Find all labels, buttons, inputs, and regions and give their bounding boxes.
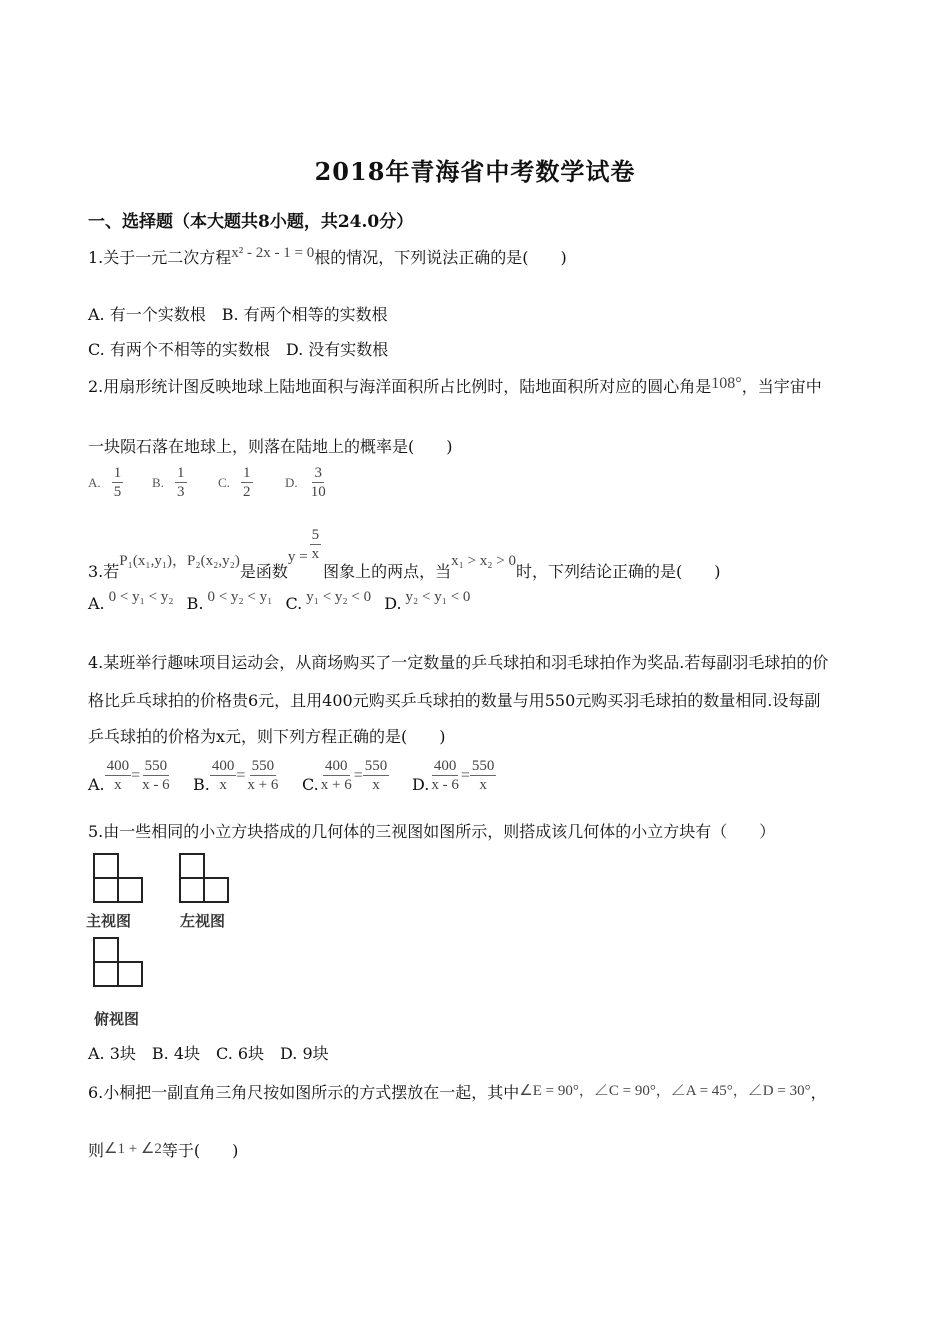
q4-option-c: C. $\frac{400}{x + 6}$ = $\frac{550}{x}$ — [302, 758, 388, 794]
q3-options: A. 0 < y₁ < y₂ B. 0 < y₂ < y₁ C. y₁ < y₂ < 0 D. y₂ < y₁ < 0 — [88, 589, 471, 613]
question-4-line1: 4.某班举行趣味项目运动会，从商场购买了一定数量的乒乓球拍和羽毛球拍作为奖品.若每副羽毛球拍的价 — [88, 653, 829, 672]
q1-options-line2: C. 有两个不相等的实数根 D. 没有实数根 — [88, 340, 389, 359]
q1-equation: x² - 2x - 1 = 0 — [231, 245, 315, 261]
q6-expression: ∠1 + ∠2 — [104, 1141, 162, 1157]
q3-points: P₁(x₁,y₁)，P₂(x₂,y₂) — [119, 553, 240, 569]
question-4-line2: 格比乒乓球拍的价格贵6元，且用400元购买乒乓球拍的数量与用550元购买羽毛球拍的数量相同.设每副 — [88, 691, 821, 710]
question-2-line2: 一块陨石落在地球上，则落在陆地上的概率是( ) — [88, 437, 453, 456]
question-1 — [88, 245, 567, 268]
caption-top-view: 俯视图 — [94, 1010, 140, 1028]
q4-option-d: D. $\frac{400}{x - 6}$ = $\frac{550}{x}$ — [412, 758, 495, 794]
question-2-line1 — [88, 374, 822, 397]
q2-option-c: C. $\frac{1}{2}$ — [218, 465, 251, 500]
q4-option-b: B. $\frac{400}{x}$ = $\frac{550}{x + 6}$ — [193, 758, 279, 794]
question-5: 5.由一些相同的小立方块搭成的几何体的三视图如图所示，则搭成该几何体的小立方块有（ ） — [88, 822, 776, 841]
q2-angle: 108° — [711, 375, 742, 392]
front-view — [94, 854, 142, 902]
question-3: 3.若P₁(x₁,y₁)，P₂(x₂,y₂)是函数y = $\frac{5}{x}$ 图象上的两点，当x₁ > x₂ > 0时，下列结论正确的是( ) — [88, 527, 721, 581]
question-6-line1: 6.小桐把一副直角三角尺按如图所示的方式摆放在一起，其中∠E = 90°，∠C = 90°，∠A = 45°，∠D = 30°， — [88, 1083, 827, 1102]
q2-option-b: B. $\frac{1}{3}$ — [152, 465, 185, 500]
q3-condition: x₁ > x₂ > 0 — [451, 553, 516, 569]
q1-options-line1: A. 有一个实数根 B. 有两个相等的实数根 — [88, 305, 388, 324]
q4-option-a: A. $\frac{400}{x}$ = $\frac{550}{x - 6}$ — [88, 758, 170, 794]
section-heading: 一、选择题（本大题共8小题，共24.0分） — [88, 212, 414, 232]
q3-function-fraction: $\frac{5}{x}$ — [311, 527, 320, 562]
q1-text-b: 根的情况，下列说法正确的是( ) — [314, 248, 567, 267]
q6-angles: ∠E = 90°，∠C = 90°，∠A = 45°，∠D = 30° — [519, 1083, 811, 1099]
question-4-line3: 乒乓球拍的价格为x元，则下列方程正确的是( ) — [88, 727, 446, 746]
q2-option-d: D. $\frac{3}{10}$ — [285, 465, 326, 500]
caption-front-view: 主视图 — [86, 912, 132, 930]
three-views-figure — [84, 848, 244, 1028]
q5-options: A. 3块 B. 4块 C. 6块 D. 9块 — [88, 1044, 329, 1063]
top-view — [94, 938, 142, 986]
left-view — [180, 854, 228, 902]
caption-left-view: 左视图 — [180, 912, 226, 930]
q1-text-a: 1.关于一元二次方程 — [88, 248, 232, 267]
page-title: 2018年青海省中考数学试卷 — [314, 157, 636, 186]
q2-option-a: A. $\frac{1}{5}$ — [88, 465, 122, 500]
question-6-line2: 则∠1 + ∠2等于( ) — [88, 1141, 239, 1160]
q2-text-a: 2.用扇形统计图反映地球上陆地面积与海洋面积所占比例时，陆地面积所对应的圆心角是 — [88, 377, 712, 396]
q2-text-b: ，当宇宙中 — [741, 377, 822, 396]
